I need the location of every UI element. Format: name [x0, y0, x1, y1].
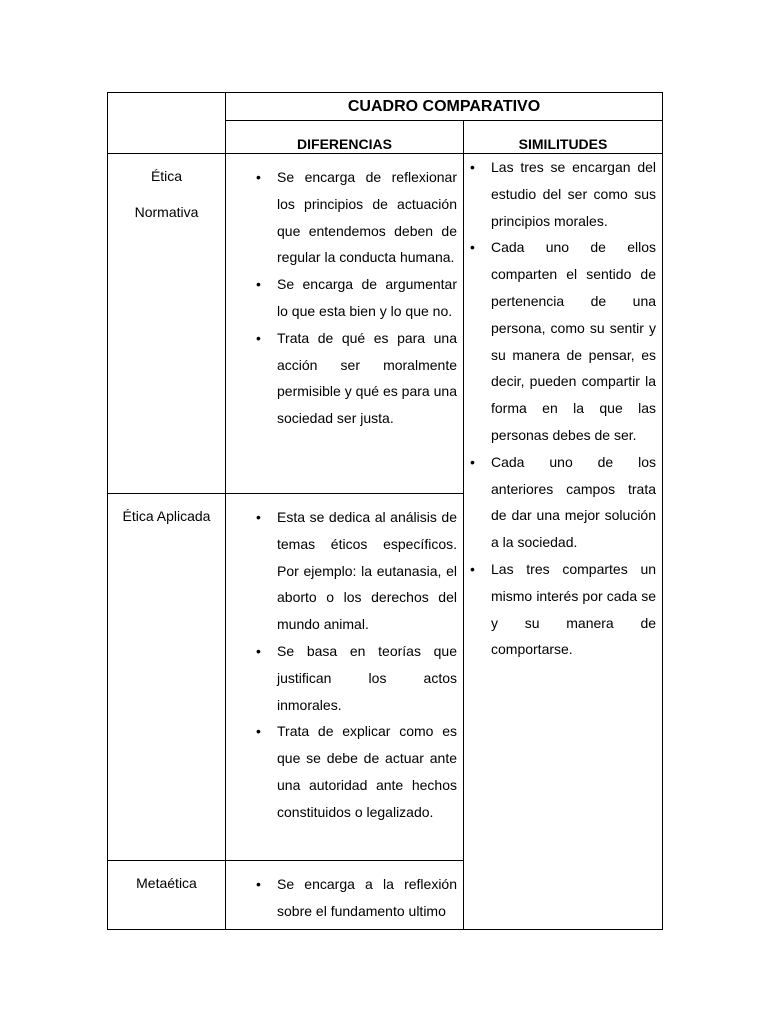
row-label-etica-normativa	[108, 154, 226, 494]
bullet-icon: •	[470, 239, 475, 256]
row-label-line: Ética Aplicada	[122, 508, 211, 524]
bullet-icon: •	[256, 329, 261, 346]
list-item	[470, 154, 657, 234]
list-item	[256, 718, 457, 825]
corner-cell	[108, 93, 226, 154]
list-item	[256, 871, 457, 925]
list-item	[256, 325, 457, 432]
list-item-text: Se encarga de reflexionar los principios de actuación que entendemos deben de regular la conducta humana.	[277, 169, 457, 266]
header-diferencias: DIFERENCIAS	[226, 121, 464, 154]
list-item	[470, 449, 657, 556]
comparison-table	[107, 92, 663, 930]
list-item-text: Las tres compartes un mismo interés por cada se y su manera de comportarse.	[491, 560, 657, 658]
table-title: CUADRO COMPARATIVO	[226, 93, 663, 121]
list-item	[256, 504, 457, 638]
row-label-line: Normativa	[134, 204, 199, 220]
list-item	[256, 638, 457, 718]
bullet-icon: •	[256, 509, 261, 525]
list-item	[470, 556, 657, 663]
list-item	[256, 271, 457, 325]
diferencias-cell-normativa	[226, 154, 464, 494]
header-similitudes: SIMILITUDES	[464, 121, 663, 154]
list-item-text: Se basa en teorías que justifican los actos inmorales.	[277, 642, 457, 713]
list-item-text: Las tres se encargan del estudio del ser como sus principios morales.	[491, 159, 657, 229]
list-item	[470, 234, 657, 448]
bullet-icon: •	[470, 159, 475, 175]
list-item-text: Se encarga a la reflexión sobre el fundamento ultimo	[277, 876, 457, 919]
bullet-icon: •	[256, 169, 261, 185]
list-item-text: Se encarga de argumentar lo que esta bien y lo que no.	[277, 276, 457, 319]
list-item-text: Esta se dedica al análisis de temas éticos específicos. Por ejemplo: la eutanasia, el aborto o los derechos del mundo animal.	[277, 509, 457, 633]
row-label-line: Ética	[150, 168, 183, 184]
bullet-icon: •	[256, 276, 261, 293]
bullet-icon: •	[256, 723, 261, 740]
diferencias-cell-aplicada	[226, 494, 464, 861]
bullet-icon: •	[470, 453, 475, 470]
list-item-text: Trata de explicar como es que se debe de actuar ante una autoridad ante hechos constituidos o legalizado.	[277, 723, 457, 820]
bullet-icon: •	[470, 560, 475, 577]
row-label-line: Metaética	[136, 875, 197, 891]
bullet-icon: •	[256, 876, 261, 892]
list-item-text: Trata de qué es para una acción ser moralmente permisible y qué es para una sociedad ser justa.	[277, 329, 457, 427]
row-label-metaetica	[108, 861, 226, 930]
list-item	[256, 164, 457, 271]
list-item-text: Cada uno de los anteriores campos trata de dar una mejor solución a la sociedad.	[491, 453, 657, 551]
diferencias-cell-metaetica	[226, 861, 464, 930]
list-item-text: Cada uno de ellos comparten el sentido de pertenencia de una persona, como su sentir y su manera de pensar, es decir, pueden compartir la forma en la que las personas debes de ser.	[491, 239, 657, 443]
row-label-etica-aplicada	[108, 494, 226, 861]
bullet-icon: •	[256, 642, 261, 659]
similitudes-cell	[464, 154, 663, 930]
